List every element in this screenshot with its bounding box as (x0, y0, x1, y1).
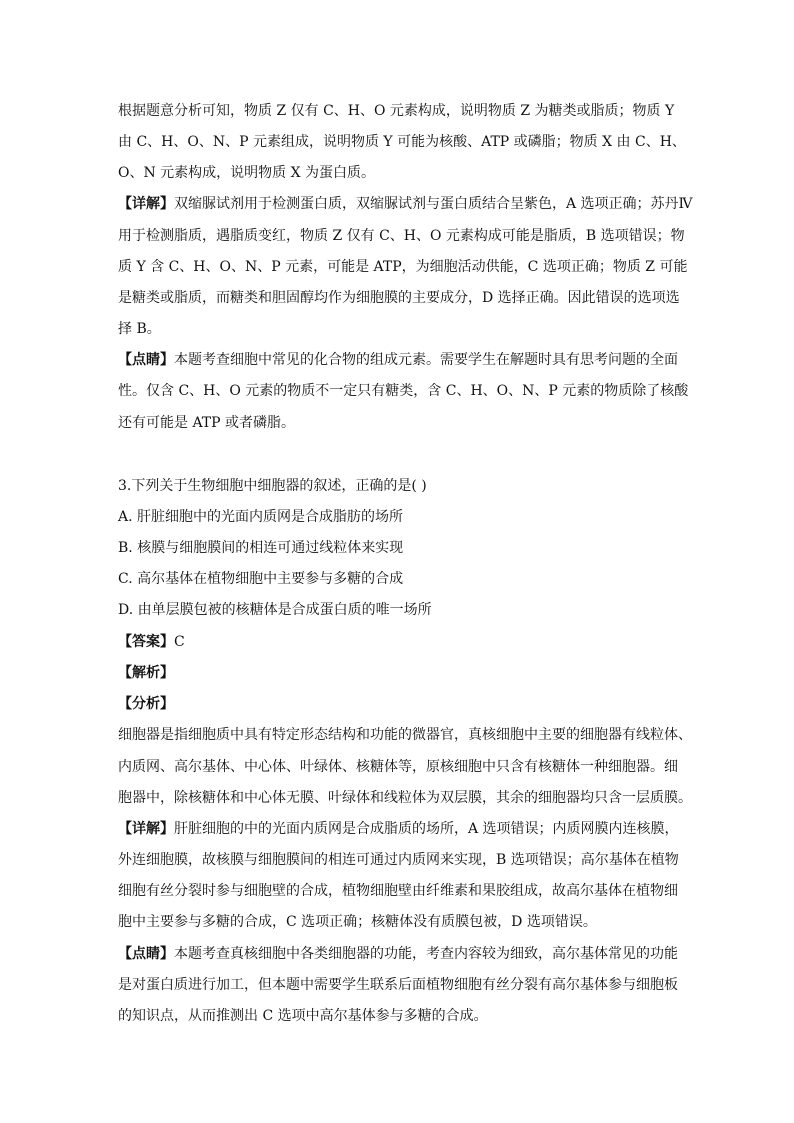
paragraph-line: 性。仅含 C、H、O 元素的物质不一定只有糖类，含 C、H、O、N、P 元素的物质除了核酸 (118, 383, 689, 399)
paragraph-line: O、N 元素构成，说明物质 X 为蛋白质。 (118, 165, 376, 181)
paragraph-line: 胞中主要参与多糖的合成，C 选项正确；核糖体没有质膜包被，D 选项错误。 (118, 914, 597, 930)
paragraph-line: 细胞有丝分裂时参与细胞壁的合成，植物细胞壁由纤维素和果胶组成，故高尔基体在植物细 (118, 883, 678, 899)
paragraph-line: 择 B。 (118, 321, 161, 337)
question-stem: 3.下列关于生物细胞中细胞器的叙述，正确的是( ) (118, 478, 427, 494)
question-option-b: B. 核膜与细胞膜间的相连可通过线粒体来实现 (118, 540, 404, 556)
paragraph-line: 细胞器是指细胞质中具有特定形态结构和功能的微器官，真核细胞中主要的细胞器有线粒体、 (118, 727, 692, 743)
comment-text: 本题考查真核细胞中各类细胞器的功能，考查内容较为细致，高尔基体常见的功能 (174, 946, 678, 962)
answer-line (118, 632, 185, 652)
paragraph-line: 还有可能是 ATP 或者磷脂。 (118, 415, 296, 431)
paragraph-line: 内质网、高尔基体、中心体、叶绿体、核糖体等，原核细胞中只含有核糖体一种细胞器。细 (118, 759, 678, 775)
paragraph-line: 是对蛋白质进行加工，但本题中需要学生联系后面植物细胞有丝分裂有高尔基体参与细胞板 (118, 977, 678, 993)
question-option-a: A. 肝脏细胞中的光面内质网是合成脂肪的场所 (118, 509, 404, 525)
paragraph-line: 胞器中，除核糖体和中心体无膜、叶绿体和线粒体为双层膜，其余的细胞器均只含一层质膜。 (118, 790, 692, 806)
paragraph-line: 质 Y 含 C、H、O、N、P 元素，可能是 ATP，为细胞活动供能，C 选项正确；物质 Z 可能 (118, 259, 688, 275)
comment-tag: 【点睛】 (118, 946, 174, 962)
comment-tag: 【点睛】 (118, 352, 174, 368)
paragraph-line: 的知识点，从而推测出 C 选项中高尔基体参与多糖的合成。 (118, 1008, 488, 1024)
detail-text: 双缩脲试剂用于检测蛋白质，双缩脲试剂与蛋白质结合呈紫色，A 选项正确；苏丹Ⅳ (174, 196, 693, 212)
paragraph-line: 用于检测脂质，遇脂质变红，物质 Z 仅有 C、H、O 元素构成可能是脂质，B 选项错误；物 (118, 228, 685, 244)
comment-text: 本题考查细胞中常见的化合物的组成元素。需要学生在解题时具有思考问题的全面 (174, 352, 678, 368)
detail-tag: 【详解】 (118, 196, 174, 212)
paragraph-line: 外连细胞膜，故核膜与细胞膜间的相连可通过内质网来实现，B 选项错误；高尔基体在植物 (118, 852, 679, 868)
detail-line (118, 194, 693, 214)
fenxi-tag: 【分析】 (118, 696, 174, 712)
answer-value: C (174, 634, 185, 650)
analysis-tag: 【解析】 (118, 665, 174, 681)
comment-line (118, 350, 678, 370)
detail-text: 肝脏细胞的中的光面内质网是合成脂质的场所，A 选项错误；内质网膜内连核膜， (174, 821, 679, 837)
question-option-d: D. 由单层膜包被的核糖体是合成蛋白质的唯一场所 (118, 602, 432, 618)
comment-line (118, 944, 678, 964)
paragraph-line: 根据题意分析可知，物质 Z 仅有 C、H、O 元素构成，说明物质 Z 为糖类或脂质；物质 Y (118, 103, 675, 119)
paragraph-line: 由 C、H、O、N、P 元素组成，说明物质 Y 可能为核酸、ATP 或磷脂；物质 X 由 C、H、 (118, 134, 686, 150)
question-option-c: C. 高尔基体在植物细胞中主要参与多糖的合成 (118, 571, 404, 587)
detail-tag: 【详解】 (118, 821, 174, 837)
detail-line (118, 819, 679, 839)
paragraph-line: 是糖类或脂质，而糖类和胆固醇均作为细胞膜的主要成分，D 选择正确。因此错误的选项选 (118, 290, 680, 306)
answer-tag: 【答案】 (118, 634, 174, 650)
